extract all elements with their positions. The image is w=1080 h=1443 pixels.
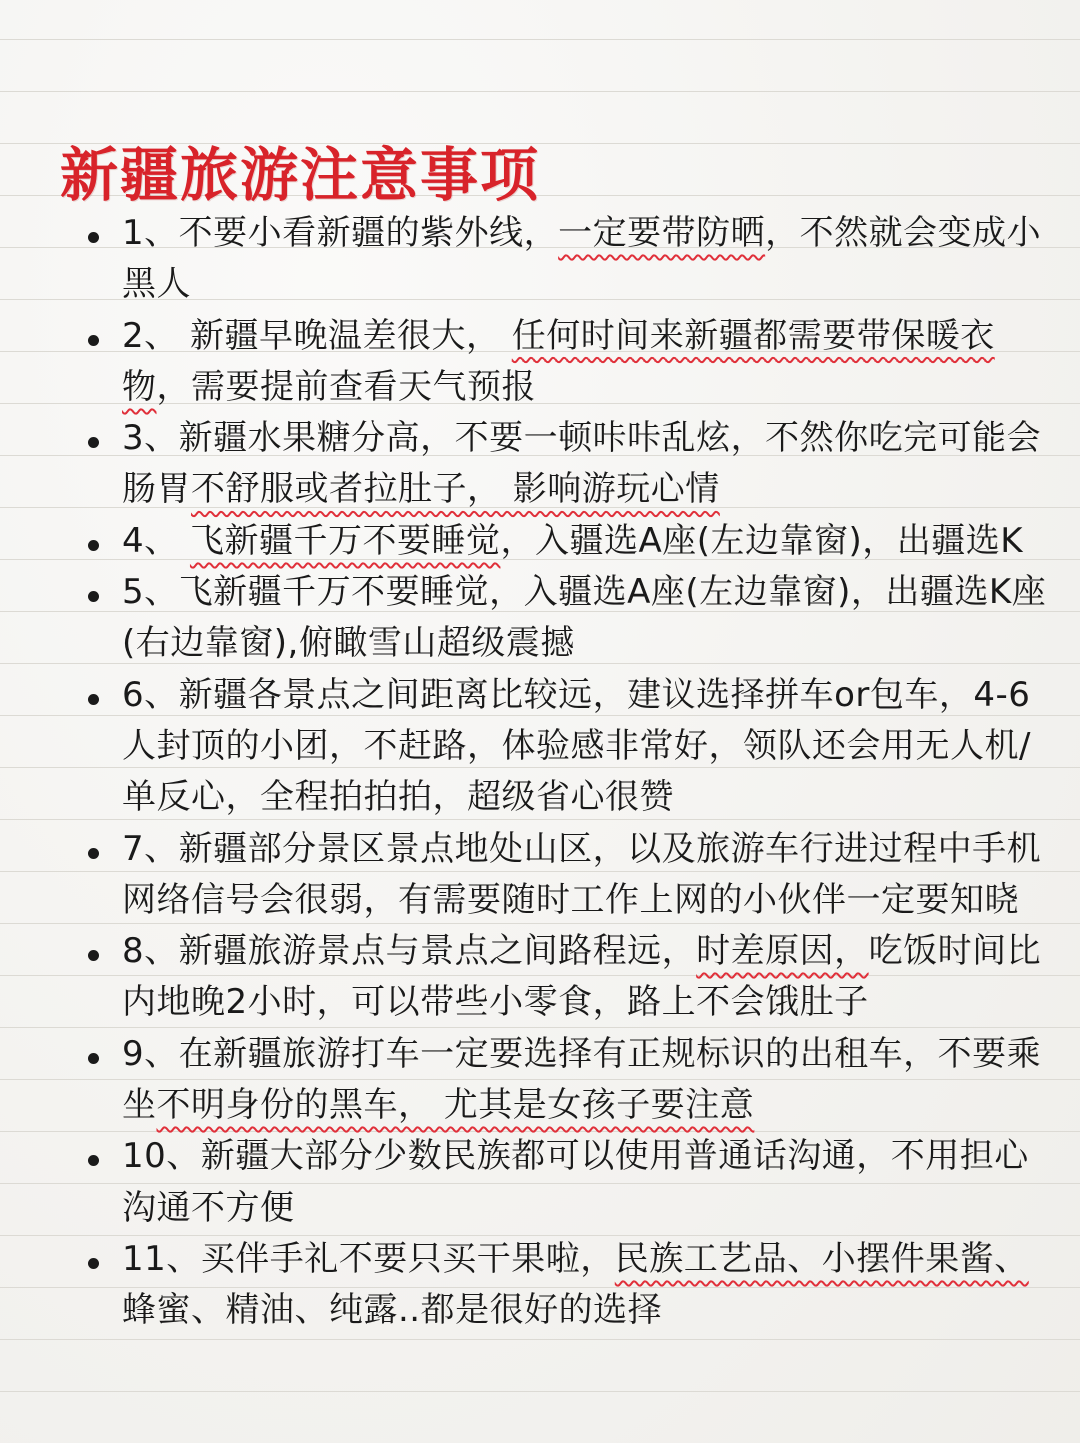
tip-segment: ，入疆选A座(左边靠窗)，出疆选K <box>500 520 1024 561</box>
highlighted-phrase: 民族工艺品、小摆件果酱、 <box>614 1238 1029 1279</box>
bullet-dot-icon <box>88 848 99 859</box>
tip-segment: 8、新疆旅游景点与景点之间路程远， <box>122 931 697 972</box>
tip-text <box>122 670 1058 824</box>
tip-item <box>88 926 1058 1029</box>
tip-segment: 3、新疆水果糖分高，不要一顿咔咔乱炫，不然你吃完可能会肠胃 <box>122 418 1042 510</box>
tip-item <box>88 824 1058 927</box>
highlighted-phrase: 不明身份的黑车， 尤其是女孩子要注意 <box>156 1085 755 1126</box>
bullet-dot-icon <box>88 591 99 602</box>
tip-segment: ，需要提前查看天气预报 <box>156 366 536 407</box>
tip-segment: 蜂蜜、精油、纯露..都是很好的选择 <box>122 1290 663 1331</box>
tip-segment: 9、在新疆旅游打车一定要选择有正规标识的出租车，不要乘坐 <box>122 1033 1042 1126</box>
tip-item <box>88 1131 1058 1234</box>
bullet-dot-icon <box>88 335 99 346</box>
highlighted-phrase: 不舒服或者拉肚子， 影响游玩心情 <box>191 469 720 510</box>
tip-segment: ，不然就会变成小黑人 <box>122 213 1042 305</box>
tip-item <box>88 311 1058 414</box>
tip-text <box>122 311 1058 414</box>
tip-item <box>88 567 1058 670</box>
tip-text <box>122 1029 1058 1132</box>
bullet-dot-icon <box>88 694 99 705</box>
tip-text <box>122 516 1058 567</box>
tip-segment: 5、飞新疆千万不要睡觉，入疆选A座(左边靠窗)，出疆选K座(右边靠窗),俯瞰雪山超级震撼 <box>122 572 1047 664</box>
tip-item <box>88 670 1058 824</box>
tip-item <box>88 1029 1058 1132</box>
bullet-dot-icon <box>88 950 99 961</box>
tip-text <box>122 824 1058 927</box>
tip-segment: 10、新疆大部分少数民族都可以使用普通话沟通，不用担心沟通不方便 <box>122 1136 1029 1228</box>
bullet-dot-icon <box>88 1258 99 1269</box>
bullet-dot-icon <box>88 232 99 243</box>
tip-segment: 2、 新疆早晚温差很大， <box>122 315 512 356</box>
highlighted-phrase: 任何时间来新疆都需要带保暖衣物 <box>122 315 995 407</box>
tip-segment: 7、新疆部分景区景点地处山区，以及旅游车行进过程中手机网络信号会很弱，有需要随时工作上网的小伙伴一定要知晓 <box>122 828 1042 920</box>
tip-item <box>88 413 1058 516</box>
bullet-dot-icon <box>88 1155 99 1166</box>
tip-item <box>88 1234 1058 1337</box>
tip-segment: 6、新疆各景点之间距离比较远，建议选择拼车or包车，4-6人封顶的小团，不赶路，体验感非常好，领队还会用无人机/单反心，全程拍拍拍，超级省心很赞 <box>122 674 1031 818</box>
tip-segment: 1、不要小看新疆的紫外线， <box>122 213 559 253</box>
highlighted-phrase: 一定要带防晒 <box>558 213 766 253</box>
tip-text <box>122 926 1058 1029</box>
tips-list <box>88 208 1058 1337</box>
bullet-dot-icon <box>88 540 99 551</box>
tip-text <box>122 1234 1058 1337</box>
tip-segment: 吃饭时间比内地晚2小时，可以带些小零食，路上不会饿肚子 <box>122 931 1042 1023</box>
bullet-dot-icon <box>88 437 99 448</box>
tip-item <box>88 208 1058 311</box>
tip-item <box>88 516 1058 567</box>
tip-text <box>122 413 1058 516</box>
bullet-dot-icon <box>88 1053 99 1064</box>
tip-text <box>122 1131 1058 1234</box>
tip-text <box>122 567 1058 670</box>
highlighted-phrase: 时差原因， <box>696 931 869 972</box>
tip-segment: 4、 <box>122 520 190 561</box>
highlighted-phrase: 飞新疆千万不要睡觉 <box>189 520 501 561</box>
tip-segment: 11、买伴手礼不要只买干果啦， <box>122 1238 615 1279</box>
tip-text <box>122 208 1058 311</box>
page-title: 新疆旅游注意事项 <box>60 141 541 209</box>
